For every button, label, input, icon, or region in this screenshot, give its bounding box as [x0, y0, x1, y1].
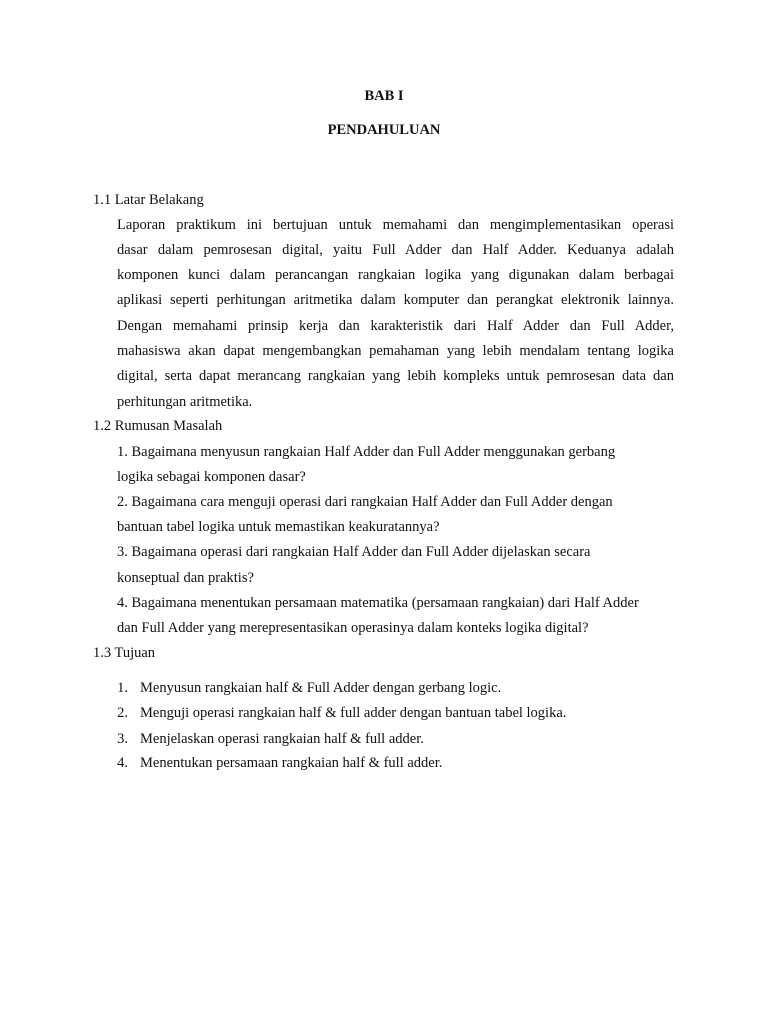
- list-number: 3.: [117, 731, 128, 747]
- paragraph-line: dasar dalam pemrosesan digital, yaitu Full Adder dan Half Adder. Keduanya adalah: [117, 242, 674, 258]
- paragraph-line: aplikasi seperti perhitungan aritmetika dalam komputer dan perangkat elektronik lainnya.: [117, 292, 674, 308]
- question-line: dan Full Adder yang merepresentasikan operasinya dalam konteks logika digital?: [117, 620, 589, 636]
- question-line: 1. Bagaimana menyusun rangkaian Half Adder dan Full Adder menggunakan gerbang: [117, 444, 616, 460]
- question-line: 3. Bagaimana operasi dari rangkaian Half Adder dan Full Adder dijelaskan secara: [117, 544, 591, 560]
- paragraph-line: perhitungan aritmetika.: [117, 394, 253, 410]
- question-line: konseptual dan praktis?: [117, 570, 254, 586]
- list-number: 2.: [117, 705, 128, 721]
- list-item: Menguji operasi rangkaian half & full adder dengan bantuan tabel logika.: [140, 705, 567, 721]
- paragraph-line: komponen kunci dalam perancangan rangkaian logika yang digunakan dalam berbagai: [117, 267, 674, 283]
- list-item: Menentukan persamaan rangkaian half & full adder.: [140, 755, 443, 771]
- chapter-title: PENDAHULUAN: [327, 122, 441, 138]
- chapter-number: BAB I: [364, 88, 404, 104]
- list-number: 4.: [117, 755, 128, 771]
- question-line: 4. Bagaimana menentukan persamaan matematika (persamaan rangkaian) dari Half Adder: [117, 595, 639, 611]
- section-heading-latar-belakang: 1.1 Latar Belakang: [93, 192, 204, 208]
- question-line: bantuan tabel logika untuk memastikan keakuratannya?: [117, 519, 440, 535]
- question-line: logika sebagai komponen dasar?: [117, 469, 306, 485]
- paragraph-line: mahasiswa akan dapat mengembangkan pemahaman yang lebih mendalam tentang logika: [117, 343, 674, 359]
- section-heading-tujuan: 1.3 Tujuan: [93, 645, 156, 661]
- list-item: Menjelaskan operasi rangkaian half & full adder.: [140, 731, 424, 747]
- paragraph-line: digital, serta dapat merancang rangkaian yang lebih kompleks untuk pemrosesan data dan: [117, 368, 674, 384]
- section-heading-rumusan-masalah: 1.2 Rumusan Masalah: [93, 418, 223, 434]
- list-item: Menyusun rangkaian half & Full Adder dengan gerbang logic.: [140, 680, 502, 696]
- paragraph-line: Laporan praktikum ini bertujuan untuk memahami dan mengimplementasikan operasi: [117, 217, 674, 233]
- paragraph-line: Dengan memahami prinsip kerja dan karakteristik dari Half Adder dan Full Adder,: [117, 318, 674, 334]
- question-line: 2. Bagaimana cara menguji operasi dari rangkaian Half Adder dan Full Adder dengan: [117, 494, 613, 510]
- list-number: 1.: [117, 680, 128, 696]
